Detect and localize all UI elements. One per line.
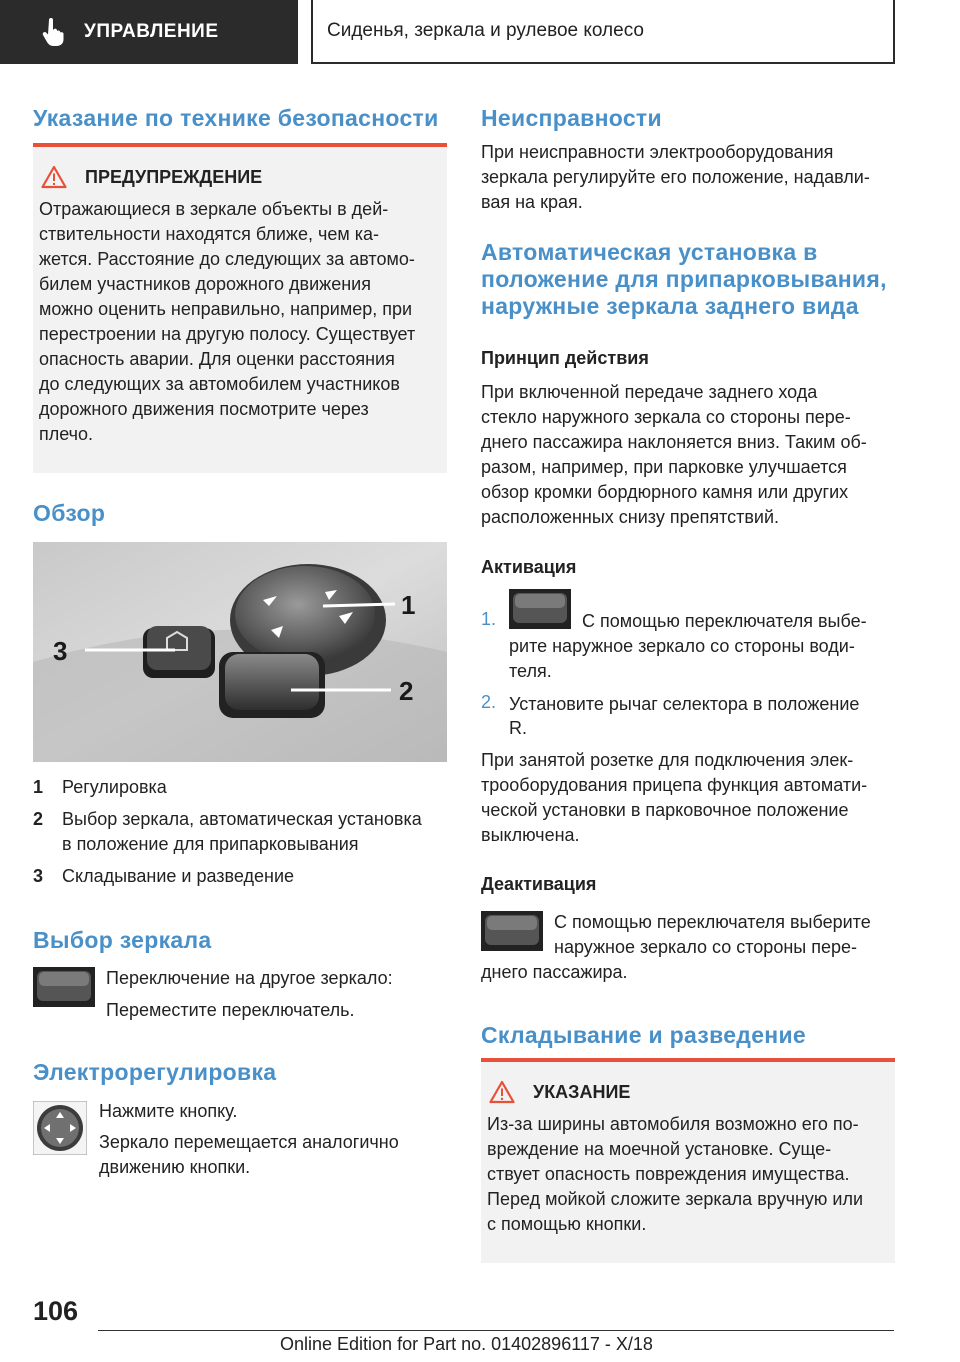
callout-1: 1: [401, 590, 416, 620]
trailer-text: [481, 748, 895, 848]
mirror-select-heading: Выбор зеркала: [33, 927, 212, 953]
legend-num: 1: [33, 777, 44, 797]
electro-text-2b: движению кнопки.: [99, 1157, 251, 1177]
warning-title-row: [39, 165, 437, 189]
mirror-switch-left-icon: [509, 589, 571, 629]
warning-line: плечо.: [39, 424, 94, 444]
trailer-line: трооборудования прицепа функция автомати-: [481, 775, 868, 795]
step1-line-1: С помощью переключателя выбе-: [582, 611, 867, 631]
mirror-select-text-2: Переместите переключатель.: [106, 1000, 355, 1020]
deactivation-line-1: С помощью переключателя выберите: [554, 912, 871, 932]
faults-line: вая на края.: [481, 192, 583, 212]
step-num: 2.: [481, 692, 497, 712]
trailer-line: выключена.: [481, 825, 580, 845]
note-title: УКАЗАНИЕ: [533, 1081, 631, 1102]
warning-line: до следующих за автомобилем участников: [39, 374, 400, 394]
mirror-select-text-1: Переключение на другое зеркало:: [106, 968, 393, 988]
safety-heading: Указание по технике безопасности: [33, 105, 439, 131]
auto-parking-heading: [481, 239, 895, 320]
warning-line: перестроении на другую полосу. Существует: [39, 324, 416, 344]
note-line: Перед мойкой сложите зеркала вручную или: [487, 1189, 863, 1209]
auto-heading-line: положение для припарковывания,: [481, 266, 887, 292]
warning-box: [33, 143, 447, 473]
trailer-line: ческой установки в парковочное положение: [481, 800, 849, 820]
step1-line-3: теля.: [509, 661, 552, 681]
deactivation-heading: Деактивация: [481, 874, 597, 894]
mirror-switch-right-icon: [481, 911, 543, 951]
warning-line: дорожного движения посмотрите через: [39, 399, 369, 419]
activation-heading: Активация: [481, 557, 577, 577]
folding-heading: Складывание и разведение: [481, 1022, 807, 1048]
step2-line-1: Установите рычаг селектора в положение: [509, 694, 860, 714]
warning-line: опасность аварии. Для оценки расстояния: [39, 349, 395, 369]
note-box: [481, 1058, 895, 1263]
warning-triangle-icon: [41, 165, 67, 189]
principle-line: днего пассажира наклоняется вниз. Таким об-: [481, 432, 867, 452]
legend-item: [33, 864, 447, 889]
mirror-switch-icon: [33, 967, 95, 1007]
warning-line: жется. Расстояние до следующих за автомо-: [39, 249, 415, 269]
principle-line: разом, например, при парковке улучшается: [481, 457, 847, 477]
legend-text: в положение для припарковывания: [62, 834, 359, 854]
legend-item: [33, 775, 447, 800]
callout-3: 3: [53, 636, 68, 666]
legend-item: [33, 807, 447, 857]
electro-text-2a: Зеркало перемещается аналогично: [99, 1132, 399, 1152]
overview-legend: [33, 775, 447, 889]
auto-heading-line: наружные зеркала заднего вида: [481, 293, 859, 319]
principle-heading: Принцип действия: [481, 348, 649, 368]
deactivation-line-2: наружное зеркало со стороны пере-: [554, 937, 857, 957]
note-title-row: [487, 1080, 885, 1104]
warning-line: ствительности находятся ближе, чем ка-: [39, 224, 380, 244]
auto-heading-line: Автоматическая установка в: [481, 239, 818, 265]
section-tab: [0, 0, 298, 64]
legend-text: Складывание и разведение: [62, 866, 295, 886]
mirror-control-photo: [33, 542, 447, 762]
mirror-adjust-knob-icon: [33, 1101, 87, 1155]
faults-line: зеркала регулируйте его положение, надавли-: [481, 167, 870, 187]
legend-num: 3: [33, 866, 44, 886]
overview-heading: Обзор: [33, 500, 106, 526]
callout-2: 2: [399, 676, 414, 706]
warning-triangle-icon: [489, 1080, 515, 1104]
warning-line: можно оценить неправильно, например, при: [39, 299, 413, 319]
warning-title: ПРЕДУПРЕЖДЕНИЕ: [85, 166, 263, 187]
hand-pointer-icon: [40, 18, 66, 46]
warning-line: Отражающиеся в зеркале объекты в дей-: [39, 199, 389, 219]
principle-line: При включенной передаче заднего хода: [481, 382, 818, 402]
faults-heading: Неисправности: [481, 105, 662, 131]
electro-heading: Электрорегулировка: [33, 1059, 277, 1085]
edition-text: Online Edition for Part no. 01402896117 - X/18: [280, 1334, 653, 1354]
principle-line: расположенных снизу препятствий.: [481, 507, 780, 527]
legend-num: 2: [33, 809, 44, 829]
footer-divider: [98, 1330, 894, 1331]
legend-text: Выбор зеркала, автоматическая установка: [62, 809, 422, 829]
faults-line: При неисправности электрооборудования: [481, 142, 834, 162]
faults-text: [481, 140, 895, 215]
electro-text-1: Нажмите кнопку.: [99, 1101, 238, 1121]
warning-line: билем участников дорожного движения: [39, 274, 371, 294]
trailer-line: При занятой розетке для подключения элек-: [481, 750, 854, 770]
step-num: 1.: [481, 609, 497, 629]
note-line: ствует опасность повреждения имущества.: [487, 1164, 850, 1184]
page-number: 106: [33, 1296, 79, 1326]
note-line: вреждение на моечной установке. Суще-: [487, 1139, 832, 1159]
note-line: с помощью кнопки.: [487, 1214, 647, 1234]
deactivation-line-3: днего пассажира.: [481, 962, 628, 982]
step2-line-2: R.: [509, 718, 527, 738]
legend-text: Регулировка: [62, 777, 167, 797]
principle-line: стекло наружного зеркала со стороны пере-: [481, 407, 851, 427]
section-title: УПРАВЛЕНИЕ: [84, 21, 219, 42]
step1-line-2: рите наружное зеркало со стороны води-: [509, 636, 855, 656]
chapter-tab: [311, 0, 895, 64]
chapter-title: Сиденья, зеркала и рулевое колесо: [327, 20, 644, 41]
principle-line: обзор кромки бордюрного камня или других: [481, 482, 849, 502]
note-line: Из-за ширины автомобиля возможно его по-: [487, 1114, 859, 1134]
principle-text: [481, 380, 895, 530]
